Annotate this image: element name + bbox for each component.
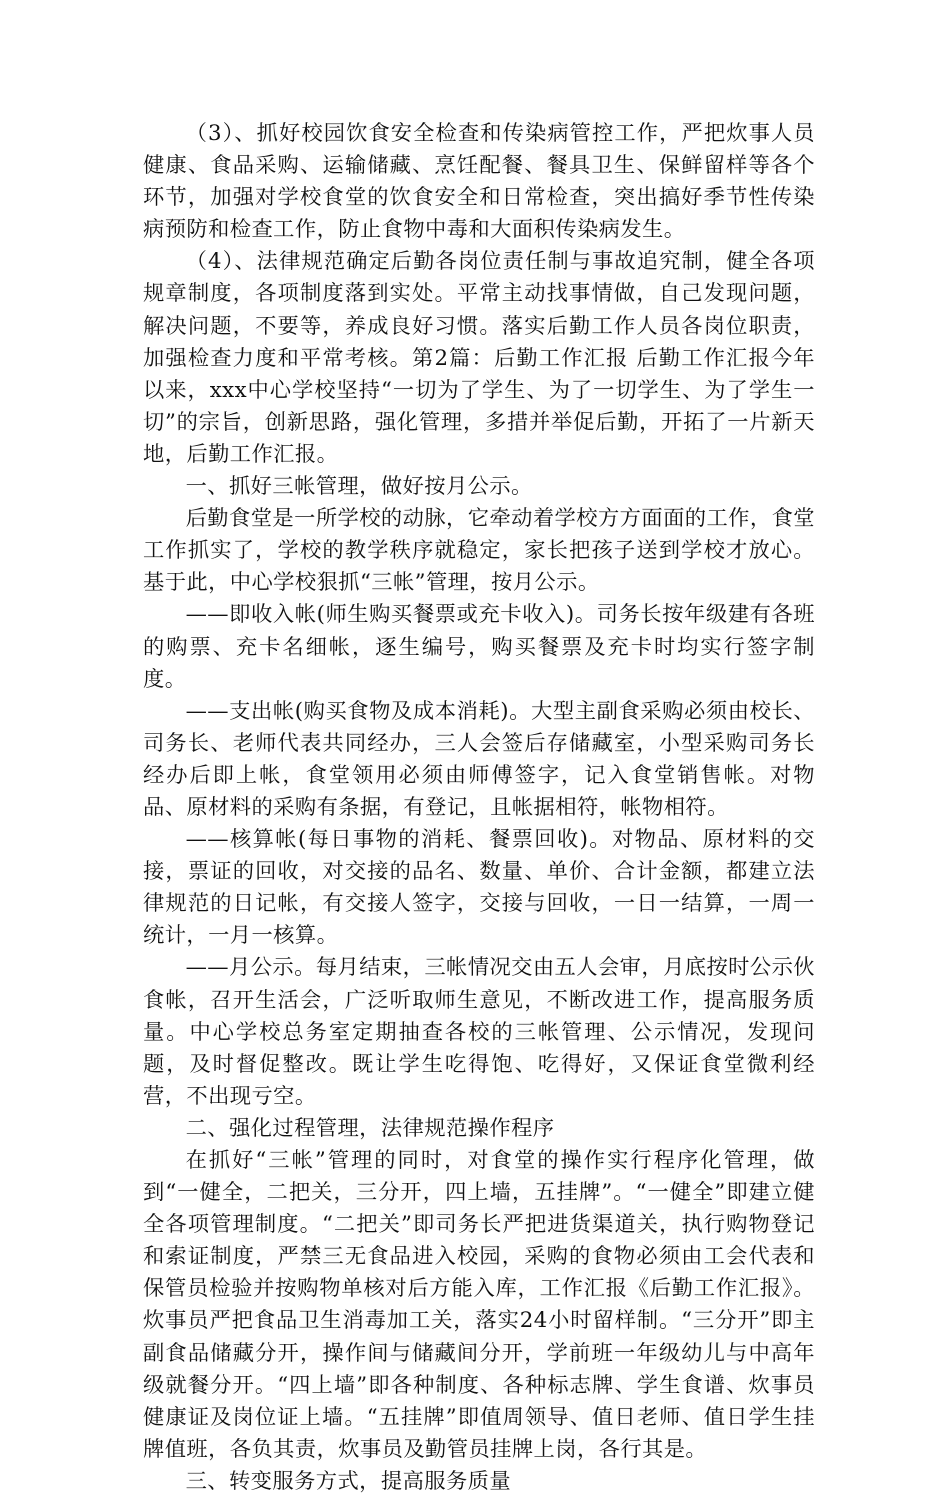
- section-heading-process-management: 二、强化过程管理，法律规范操作程序: [185, 1115, 555, 1141]
- paragraph-canteen-safety: （3）、抓好校园饮食安全检查和传染病管控工作，严把炊事人员健康、食品采购、运输储藏、烹饪配餐、餐具卫生、保鲜留样等各个环节，加强对学校食堂的饮食安全和日常检查，突出搞好季节性传染病预防和检查工作，防止食物中毒和大面积传染病发生。: [143, 121, 815, 243]
- paragraph-canteen-importance: 后勤食堂是一所学校的动脉，它牵动着学校方方面面的工作，食堂工作抓实了，学校的教学秩序就稳定，家长把孩子送到学校才放心。基于此，中心学校狠抓“三帐”管理，按月公示。: [143, 506, 815, 596]
- paragraph-income-account: ——即收入帐(师生购买餐票或充卡收入)。司务长按年级建有各班的购票、充卡名细帐，逐生编号，购买餐票及充卡时均实行签字制度。: [143, 602, 815, 692]
- section-heading-service-quality: 三、转变服务方式，提高服务质量: [185, 1468, 512, 1494]
- paragraph-responsibility-system: （4）、法律规范确定后勤各岗位责任制与事故追究制，健全各项规章制度，各项制度落到实处。平常主动找事情做，自己发现问题，解决问题，不要等，养成良好习惯。落实后勤工作人员各岗位职责，加强检查力度和平常考核。第2篇：后勤工作汇报 后勤工作汇报今年以来，xxx中心学校坚持“一切为了学生、为了一切学生、为了学生一切”的宗旨，创新思路，强化管理，多措并举促后勤，开拓了一片新天地，后勤工作汇报。: [143, 249, 815, 467]
- document-body: [143, 118, 815, 1498]
- paragraph-monthly-publicity: ——月公示。每月结束，三帐情况交由五人会审，月底按时公示伙食帐，召开生活会，广泛听取师生意见，不断改进工作，提高服务质量。中心学校总务室定期抽查各校的三帐管理、公示情况，发现问题，及时督促整改。既让学生吃得饱、吃得好，又保证食堂微利经营，不出现亏空。: [143, 955, 815, 1109]
- paragraph-expense-account: ——支出帐(购买食物及成本消耗)。大型主副食采购必须由校长、司务长、老师代表共同经办，三人会签后存储藏室，小型采购司务长经办后即上帐，食堂领用必须由师傅签字，记入食堂销售帐。对物品、原材料的采购有条据，有登记，且帐据相符，帐物相符。: [143, 698, 815, 820]
- paragraph-accounting: ——核算帐(每日事物的消耗、餐票回收)。对物品、原材料的交接，票证的回收，对交接的品名、数量、单价、合计金额，都建立法律规范的日记帐，有交接人签字，交接与回收，一日一结算，一周一统计，一月一核算。: [143, 827, 815, 949]
- section-heading-three-accounts: 一、抓好三帐管理，做好按月公示。: [185, 474, 533, 500]
- paragraph-procedures: 在抓好“三帐”管理的同时，对食堂的操作实行程序化管理，做到“一健全，二把关，三分开，四上墙，五挂牌”。“一健全”即建立健全各项管理制度。“二把关”即司务长严把进货渠道关，执行购物登记和索证制度，严禁三无食品进入校园，采购的食物必须由工会代表和保管员检验并按购物单核对后方能入库，工作汇报《后勤工作汇报》。 炊事员严把食品卫生消毒加工关，落实24小时留样制。“三分开”即主副食品储藏分开，操作间与储藏间分开，学前班一年级幼儿与中高年级就餐分开。“四上墙”即各种制度、各种标志牌、学生食谱、炊事员健康证及岗位证上墙。“五挂牌”即值周领导、值日老师、值日学生挂牌值班，各负其责，炊事员及勤管员挂牌上岗，各行其是。: [143, 1148, 815, 1462]
